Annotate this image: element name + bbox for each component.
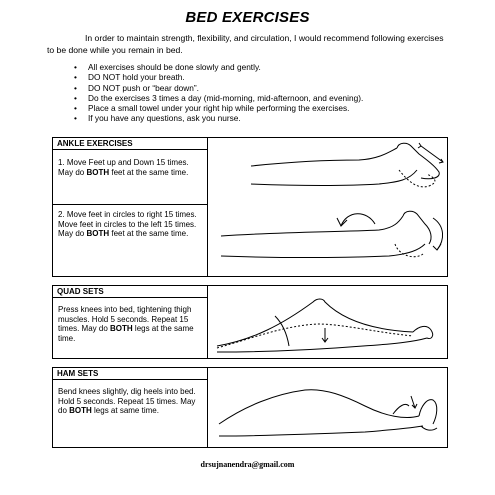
list-item: • Place a small towel under your right hip while performing the exercises. bbox=[74, 103, 454, 113]
ankle-step-2: 2. Move feet in circles to right 15 times. Move feet in circles to the left 15 times. May do BOTH feet at the same time. bbox=[58, 210, 197, 239]
ankle-exercises-section bbox=[52, 137, 448, 277]
instruction-list bbox=[74, 62, 454, 124]
section-title: HAM SETS bbox=[57, 369, 99, 378]
intro-text: In order to maintain strength, flexibility, and circulation, I would recommend following exercises to be done while you remain in bed. bbox=[47, 33, 444, 55]
section-title: QUAD SETS bbox=[57, 287, 104, 296]
intro-paragraph bbox=[47, 33, 452, 56]
ham-sets-section bbox=[52, 367, 448, 448]
footer-email: drsujnanendra@gmail.com bbox=[200, 460, 295, 469]
quad-instructions: Press knees into bed, tightening thigh muscles. Hold 5 seconds. Repeat 15 times. May do BOTH legs at the same time. bbox=[58, 305, 194, 343]
ham-instructions: Bend knees slightly, dig heels into bed. Hold 5 seconds. Repeat 15 times. May do BOTH legs at same time. bbox=[58, 387, 196, 416]
list-item: • DO NOT hold your breath. bbox=[74, 72, 454, 82]
list-item: • Do the exercises 3 times a day (mid-morning, mid-afternoon, and evening). bbox=[74, 93, 454, 103]
ankle-step-1: 1. Move Feet up and Down 15 times. May do BOTH feet at the same time. bbox=[58, 158, 189, 177]
list-item: • DO NOT push or “bear down”. bbox=[74, 83, 454, 93]
page-title: BED EXERCISES bbox=[185, 9, 310, 26]
list-item: • If you have any questions, ask you nurse. bbox=[74, 113, 454, 123]
quad-set-illustration bbox=[213, 290, 445, 356]
section-title: ANKLE EXERCISES bbox=[57, 139, 133, 148]
list-item: • All exercises should be done slowly and gently. bbox=[74, 62, 454, 72]
ham-set-illustration bbox=[215, 376, 445, 446]
quad-sets-section bbox=[52, 285, 448, 359]
ankle-circles-illustration bbox=[219, 204, 447, 276]
ankle-up-down-illustration bbox=[249, 140, 449, 200]
